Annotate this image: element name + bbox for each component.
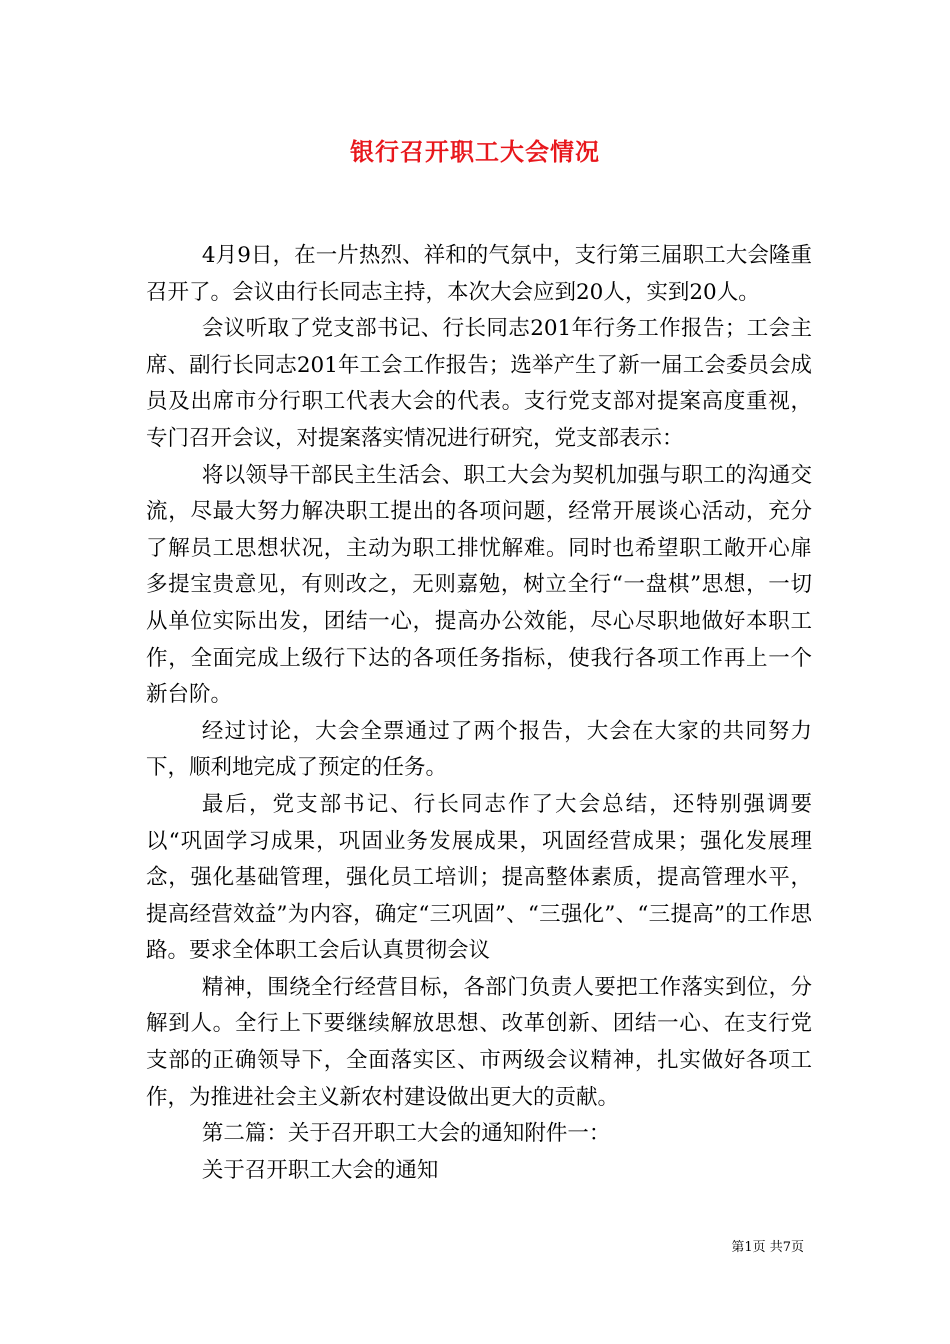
paragraph-2: 会议听取了党支部书记、行长同志201年行务工作报告；工会主席、副行长同志201年工会工作报告；选举产生了新一届工会委员会成员及出席市分行职工代表大会的代表。支行党支部对提案高度重视，专门召开会议，对提案落实情况进行研究，党支部表示： <box>146 316 812 451</box>
page-number: 第1页 共7页 <box>731 1240 804 1255</box>
document-title: 银行召开职工大会情况 <box>350 137 600 166</box>
paragraph-1: 4月9日，在一片热烈、祥和的气氛中，支行第三届职工大会隆重召开了。会议由行长同志主持，本次大会应到20人，实到20人。 <box>146 243 812 305</box>
paragraph-4: 经过讨论，大会全票通过了两个报告，大会在大家的共同努力下，顺利地完成了预定的任务。 <box>146 718 812 781</box>
paragraph-8: 关于召开职工大会的通知 <box>201 1157 439 1183</box>
paragraph-3: 将以领导干部民主生活会、职工大会为契机加强与职工的沟通交流，尽最大努力解决职工提出的各项问题，经常开展谈心活动，充分了解员工思想状况，主动为职工排忧解难。同时也希望职工敞开心扉多提宝贵意见，有则改之，无则嘉勉，树立全行“一盘棋”思想，一切从单位实际出发，团结一心，提高办公效能，尽心尽职地做好本职工作，全面完成上级行下达的各项任务指标，使我行各项工作再上一个新台阶。 <box>146 462 812 708</box>
paragraph-6: 精神，围绕全行经营目标，各部门负责人要把工作落实到位，分解到人。全行上下要继续解放思想、改革创新、团结一心、在支行党支部的正确领导下，全面落实区、市两级会议精神，扎实做好各项工作，为推进社会主义新农村建设做出更大的贡献。 <box>146 974 812 1110</box>
paragraph-5: 最后，党支部书记、行长同志作了大会总结，还特别强调要以“巩固学习成果，巩固业务发展成果，巩固经营成果；强化发展理念，强化基础管理，强化员工培训；提高整体素质，提高管理水平，提高经营效益”为内容，确定“三巩固”、“三强化”、“三提高”的工作思路。要求全体职工会后认真贯彻会议 <box>146 791 812 964</box>
paragraph-7: 第二篇：关于召开职工大会的通知附件一： <box>201 1121 611 1147</box>
document-body <box>146 238 812 1189</box>
